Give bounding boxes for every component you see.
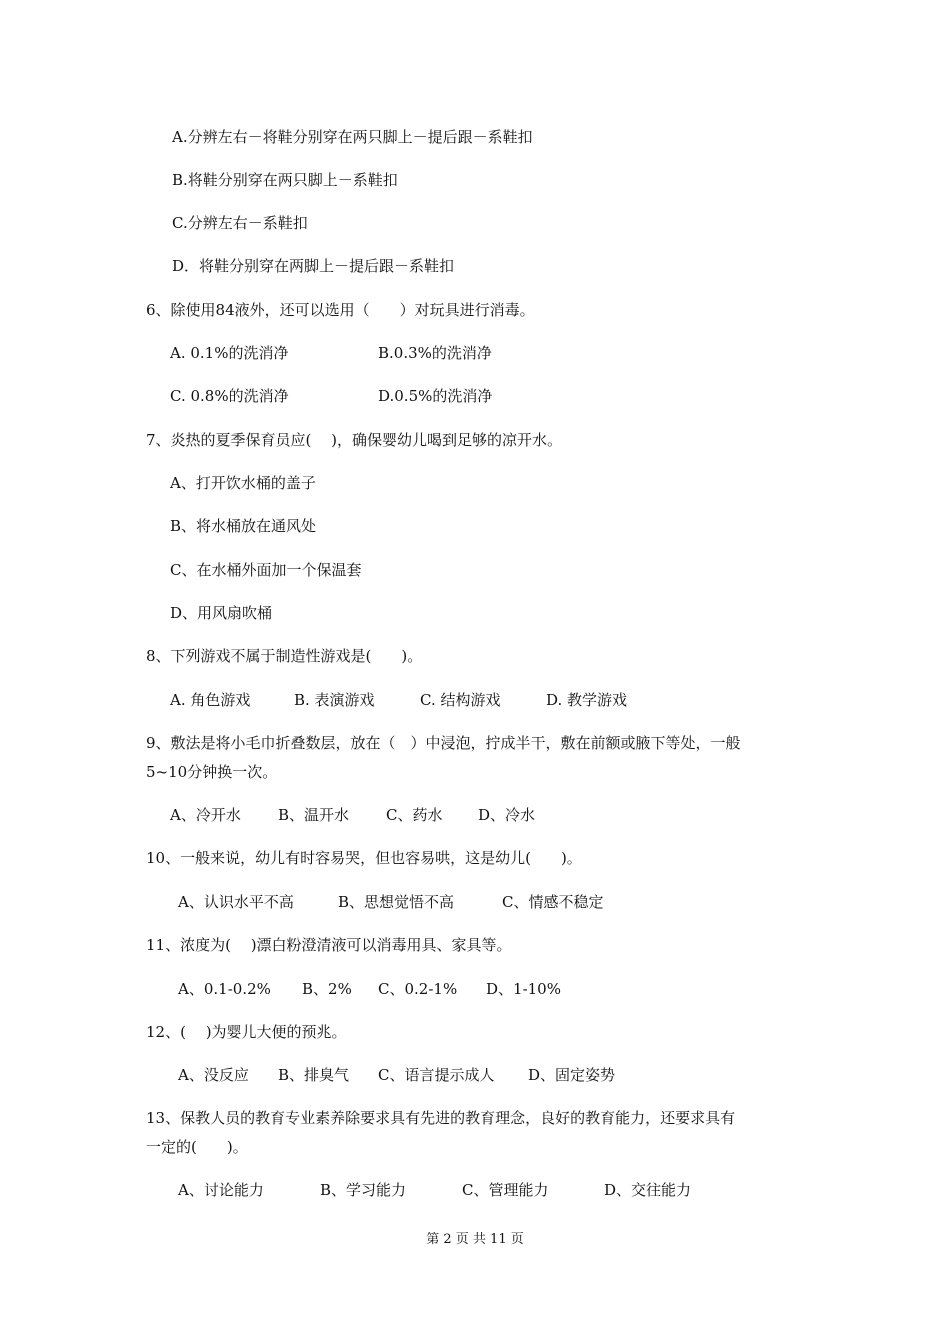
- question-7: 7、炎热的夏季保育员应( )，确保婴幼儿喝到足够的凉开水。: [146, 431, 563, 449]
- q12-option-d: D、固定姿势: [528, 1066, 616, 1084]
- q13-option-c: C、管理能力: [462, 1181, 549, 1199]
- q13-option-a: A、讨论能力: [178, 1181, 264, 1199]
- question-9-line2: 5~10分钟换一次。: [146, 763, 278, 781]
- q9-option-a: A、冷开水: [170, 806, 241, 824]
- q9-option-b: B、温开水: [278, 806, 350, 824]
- q7-option-a: A、打开饮水桶的盖子: [170, 474, 316, 492]
- q12-option-c: C、语言提示成人: [378, 1066, 495, 1084]
- q8-option-d: D. 教学游戏: [546, 691, 628, 709]
- q10-option-a: A、认识水平不高: [178, 893, 294, 911]
- q12-option-a: A、没反应: [178, 1066, 249, 1084]
- q7-option-d: D、用风扇吹桶: [170, 604, 273, 622]
- q5-option-b: B.将鞋分别穿在两只脚上－系鞋扣: [172, 171, 398, 189]
- q7-option-b: B、将水桶放在通风处: [170, 517, 317, 535]
- q12-option-b: B、排臭气: [278, 1066, 350, 1084]
- question-9-line1: 9、敷法是将小毛巾折叠数层，放在（ ）中浸泡，拧成半干，敷在前额或腋下等处，一般: [146, 734, 741, 752]
- q6-option-a: A. 0.1%的洗消净: [170, 344, 289, 362]
- page-number-footer: 第 2 页 共 11 页: [426, 1232, 524, 1247]
- question-12: 12、( )为婴儿大便的预兆。: [146, 1023, 347, 1041]
- q8-option-c: C. 结构游戏: [420, 691, 501, 709]
- q9-option-c: C、药水: [386, 806, 443, 824]
- q13-option-b: B、学习能力: [320, 1181, 407, 1199]
- q11-option-b: B、2%: [302, 980, 352, 998]
- question-13-line1: 13、保教人员的教育专业素养除要求具有先进的教育理念，良好的教育能力，还要求具有: [146, 1109, 736, 1127]
- question-10: 10、一般来说，幼儿有时容易哭，但也容易哄，这是幼儿( )。: [146, 849, 582, 867]
- question-11: 11、浓度为( )漂白粉澄清液可以消毒用具、家具等。: [146, 936, 512, 954]
- q6-option-c: C. 0.8%的洗消净: [170, 387, 289, 405]
- q6-option-b: B.0.3%的洗消净: [378, 344, 492, 362]
- q11-option-c: C、0.2-1%: [378, 980, 458, 998]
- question-8: 8、下列游戏不属于制造性游戏是( )。: [146, 647, 423, 665]
- q8-option-a: A. 角色游戏: [170, 691, 251, 709]
- q10-option-c: C、情感不稳定: [502, 893, 604, 911]
- q13-option-d: D、交往能力: [604, 1181, 692, 1199]
- q5-option-c: C.分辨左右－系鞋扣: [172, 214, 308, 232]
- question-13-line2: 一定的( )。: [146, 1138, 248, 1156]
- q7-option-c: C、在水桶外面加一个保温套: [170, 561, 362, 579]
- q11-option-d: D、1-10%: [486, 980, 561, 998]
- q5-option-a: A.分辨左右－将鞋分别穿在两只脚上－提后跟－系鞋扣: [172, 128, 533, 146]
- q5-option-d: D．将鞋分别穿在两脚上－提后跟－系鞋扣: [172, 257, 455, 275]
- question-6: 6、除使用84液外，还可以选用（ ）对玩具进行消毒。: [146, 301, 535, 319]
- q9-option-d: D、冷水: [478, 806, 536, 824]
- q10-option-b: B、思想觉悟不高: [338, 893, 455, 911]
- q8-option-b: B. 表演游戏: [294, 691, 375, 709]
- q6-option-d: D.0.5%的洗消净: [378, 387, 493, 405]
- q11-option-a: A、0.1-0.2%: [178, 980, 271, 998]
